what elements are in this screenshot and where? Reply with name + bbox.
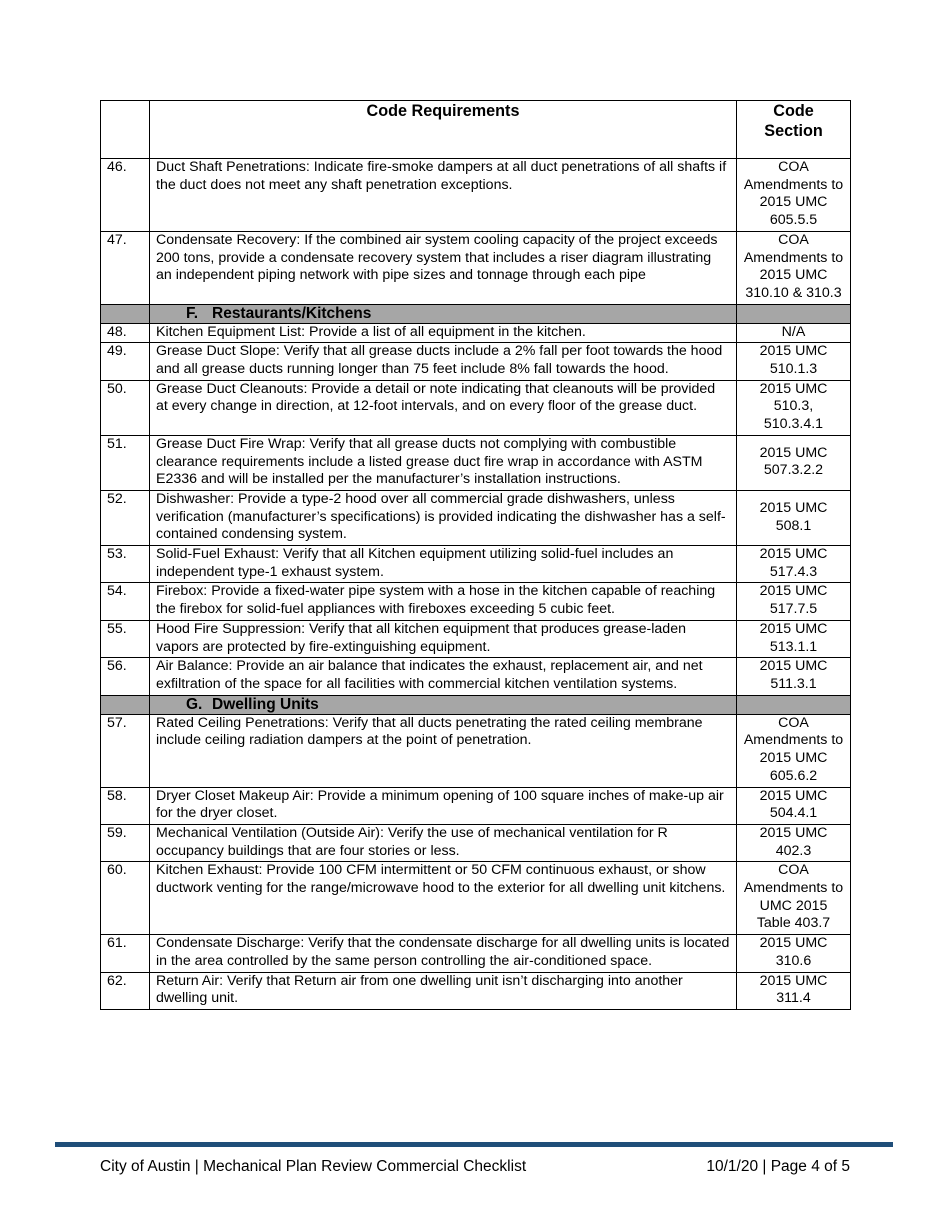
item-code-section: 2015 UMC 510.3, 510.3.4.1 — [737, 380, 851, 435]
table-row — [101, 490, 851, 545]
section-title-cell — [150, 304, 737, 323]
item-requirement: Hood Fire Suppression: Verify that all kitchen equipment that produces grease-laden vapors are protected by fire-extinguishing equipment. — [150, 620, 737, 657]
item-requirement: Kitchen Equipment List: Provide a list of all equipment in the kitchen. — [150, 323, 737, 343]
footer-rule — [55, 1142, 893, 1147]
item-code-section: COA Amendments to UMC 2015 Table 403.7 — [737, 862, 851, 935]
item-requirement: Condensate Discharge: Verify that the condensate discharge for all dwelling units is located in the area controlled by the same person controlling the air-conditioned space. — [150, 935, 737, 972]
section-number-cell — [101, 304, 150, 323]
item-number: 59. — [101, 824, 150, 861]
item-code-section: 2015 UMC 311.4 — [737, 972, 851, 1009]
item-requirement: Rated Ceiling Penetrations: Verify that all ducts penetrating the rated ceiling membrane include ceiling radiation dampers at the point of penetration. — [150, 714, 737, 787]
item-number: 51. — [101, 435, 150, 490]
table-row — [101, 343, 851, 380]
item-code-section: COA Amendments to 2015 UMC 605.5.5 — [737, 159, 851, 232]
section-title: Dwelling Units — [212, 695, 319, 713]
item-code-section: 2015 UMC 508.1 — [737, 490, 851, 545]
table-row — [101, 824, 851, 861]
section-code-cell — [737, 695, 851, 714]
item-code-section: COA Amendments to 2015 UMC 605.6.2 — [737, 714, 851, 787]
item-code-section: 2015 UMC 507.3.2.2 — [737, 435, 851, 490]
table-row — [101, 658, 851, 695]
item-requirement: Grease Duct Fire Wrap: Verify that all grease ducts not complying with combustible clearance requirements include a listed grease duct fire wrap in accordance with ASTM E2336 and will be installed per the manufacturer’s installation instructions. — [150, 435, 737, 490]
item-requirement: Kitchen Exhaust: Provide 100 CFM intermittent or 50 CFM continuous exhaust, or show ductwork venting for the range/microwave hood to the exterior for all dwelling unit kitchens. — [150, 862, 737, 935]
item-code-section: 2015 UMC 517.4.3 — [737, 546, 851, 583]
footer-date-page: 10/1/20 | Page 4 of 5 — [706, 1158, 850, 1175]
item-number: 61. — [101, 935, 150, 972]
table-row — [101, 159, 851, 232]
section-code-cell — [737, 304, 851, 323]
item-code-section: 2015 UMC 511.3.1 — [737, 658, 851, 695]
item-number: 57. — [101, 714, 150, 787]
table-row — [101, 380, 851, 435]
table-row — [101, 435, 851, 490]
header-number — [101, 101, 150, 159]
item-number: 62. — [101, 972, 150, 1009]
table-header-row — [101, 101, 851, 159]
section-letter: G. — [186, 695, 203, 713]
header-code-section: Code Section — [737, 101, 851, 159]
table-row — [101, 714, 851, 787]
item-number: 58. — [101, 787, 150, 824]
item-code-section: 2015 UMC 504.4.1 — [737, 787, 851, 824]
item-requirement: Return Air: Verify that Return air from one dwelling unit isn’t discharging into another dwelling unit. — [150, 972, 737, 1009]
item-code-section: 2015 UMC 402.3 — [737, 824, 851, 861]
item-code-section: 2015 UMC 310.6 — [737, 935, 851, 972]
item-number: 60. — [101, 862, 150, 935]
item-number: 52. — [101, 490, 150, 545]
table-row — [101, 323, 851, 343]
item-requirement: Air Balance: Provide an air balance that indicates the exhaust, replacement air, and net exfiltration of the space for all facilities with commercial kitchen ventilation systems. — [150, 658, 737, 695]
section-letter: F. — [186, 304, 199, 322]
checklist-table — [100, 100, 851, 1010]
item-code-section: 2015 UMC 510.1.3 — [737, 343, 851, 380]
section-row — [101, 695, 851, 714]
header-code-requirements: Code Requirements — [150, 101, 737, 159]
item-number: 55. — [101, 620, 150, 657]
table-row — [101, 972, 851, 1009]
table-row — [101, 546, 851, 583]
item-requirement: Firebox: Provide a fixed-water pipe system with a hose in the kitchen capable of reaching the firebox for solid-fuel appliances with fireboxes exceeding 5 cubic feet. — [150, 583, 737, 620]
table-row — [101, 620, 851, 657]
table-row — [101, 583, 851, 620]
table-row — [101, 935, 851, 972]
item-requirement: Solid-Fuel Exhaust: Verify that all Kitchen equipment utilizing solid-fuel includes an independent type-1 exhaust system. — [150, 546, 737, 583]
section-number-cell — [101, 695, 150, 714]
checklist-table-container — [100, 100, 850, 1010]
item-code-section: COA Amendments to 2015 UMC 310.10 & 310.3 — [737, 231, 851, 304]
section-row — [101, 304, 851, 323]
table-row — [101, 862, 851, 935]
item-requirement: Dryer Closet Makeup Air: Provide a minimum opening of 100 square inches of make-up air for the dryer closet. — [150, 787, 737, 824]
footer-document-title: City of Austin | Mechanical Plan Review Commercial Checklist — [100, 1158, 527, 1175]
table-row — [101, 787, 851, 824]
item-requirement: Condensate Recovery: If the combined air system cooling capacity of the project exceeds 200 tons, provide a condensate recovery system that includes a riser diagram illustrating an independent piping network with pipe sizes and tonnage through each pipe — [150, 231, 737, 304]
item-number: 46. — [101, 159, 150, 232]
item-requirement: Duct Shaft Penetrations: Indicate fire-smoke dampers at all duct penetrations of all shafts if the duct does not meet any shaft penetration exceptions. — [150, 159, 737, 232]
item-number: 53. — [101, 546, 150, 583]
item-requirement: Grease Duct Slope: Verify that all grease ducts include a 2% fall per foot towards the hood and all grease ducts running longer than 75 feet include 8% fall towards the hood. — [150, 343, 737, 380]
table-header — [101, 101, 851, 159]
item-number: 50. — [101, 380, 150, 435]
table-body — [101, 159, 851, 1010]
section-title-cell — [150, 695, 737, 714]
item-number: 47. — [101, 231, 150, 304]
item-number: 49. — [101, 343, 150, 380]
table-row — [101, 231, 851, 304]
item-requirement: Grease Duct Cleanouts: Provide a detail or note indicating that cleanouts will be provided at every change in direction, at 12-foot intervals, and on every floor of the grease duct. — [150, 380, 737, 435]
item-code-section: 2015 UMC 513.1.1 — [737, 620, 851, 657]
item-requirement: Mechanical Ventilation (Outside Air): Verify the use of mechanical ventilation for R occupancy buildings that are four stories or less. — [150, 824, 737, 861]
section-title: Restaurants/Kitchens — [212, 304, 372, 322]
item-code-section: 2015 UMC 517.7.5 — [737, 583, 851, 620]
item-code-section: N/A — [737, 323, 851, 343]
item-number: 54. — [101, 583, 150, 620]
item-number: 48. — [101, 323, 150, 343]
item-number: 56. — [101, 658, 150, 695]
item-requirement: Dishwasher: Provide a type-2 hood over all commercial grade dishwashers, unless verification (manufacturer’s specifications) is provided indicating the dishwasher has a self-contained condensing system. — [150, 490, 737, 545]
